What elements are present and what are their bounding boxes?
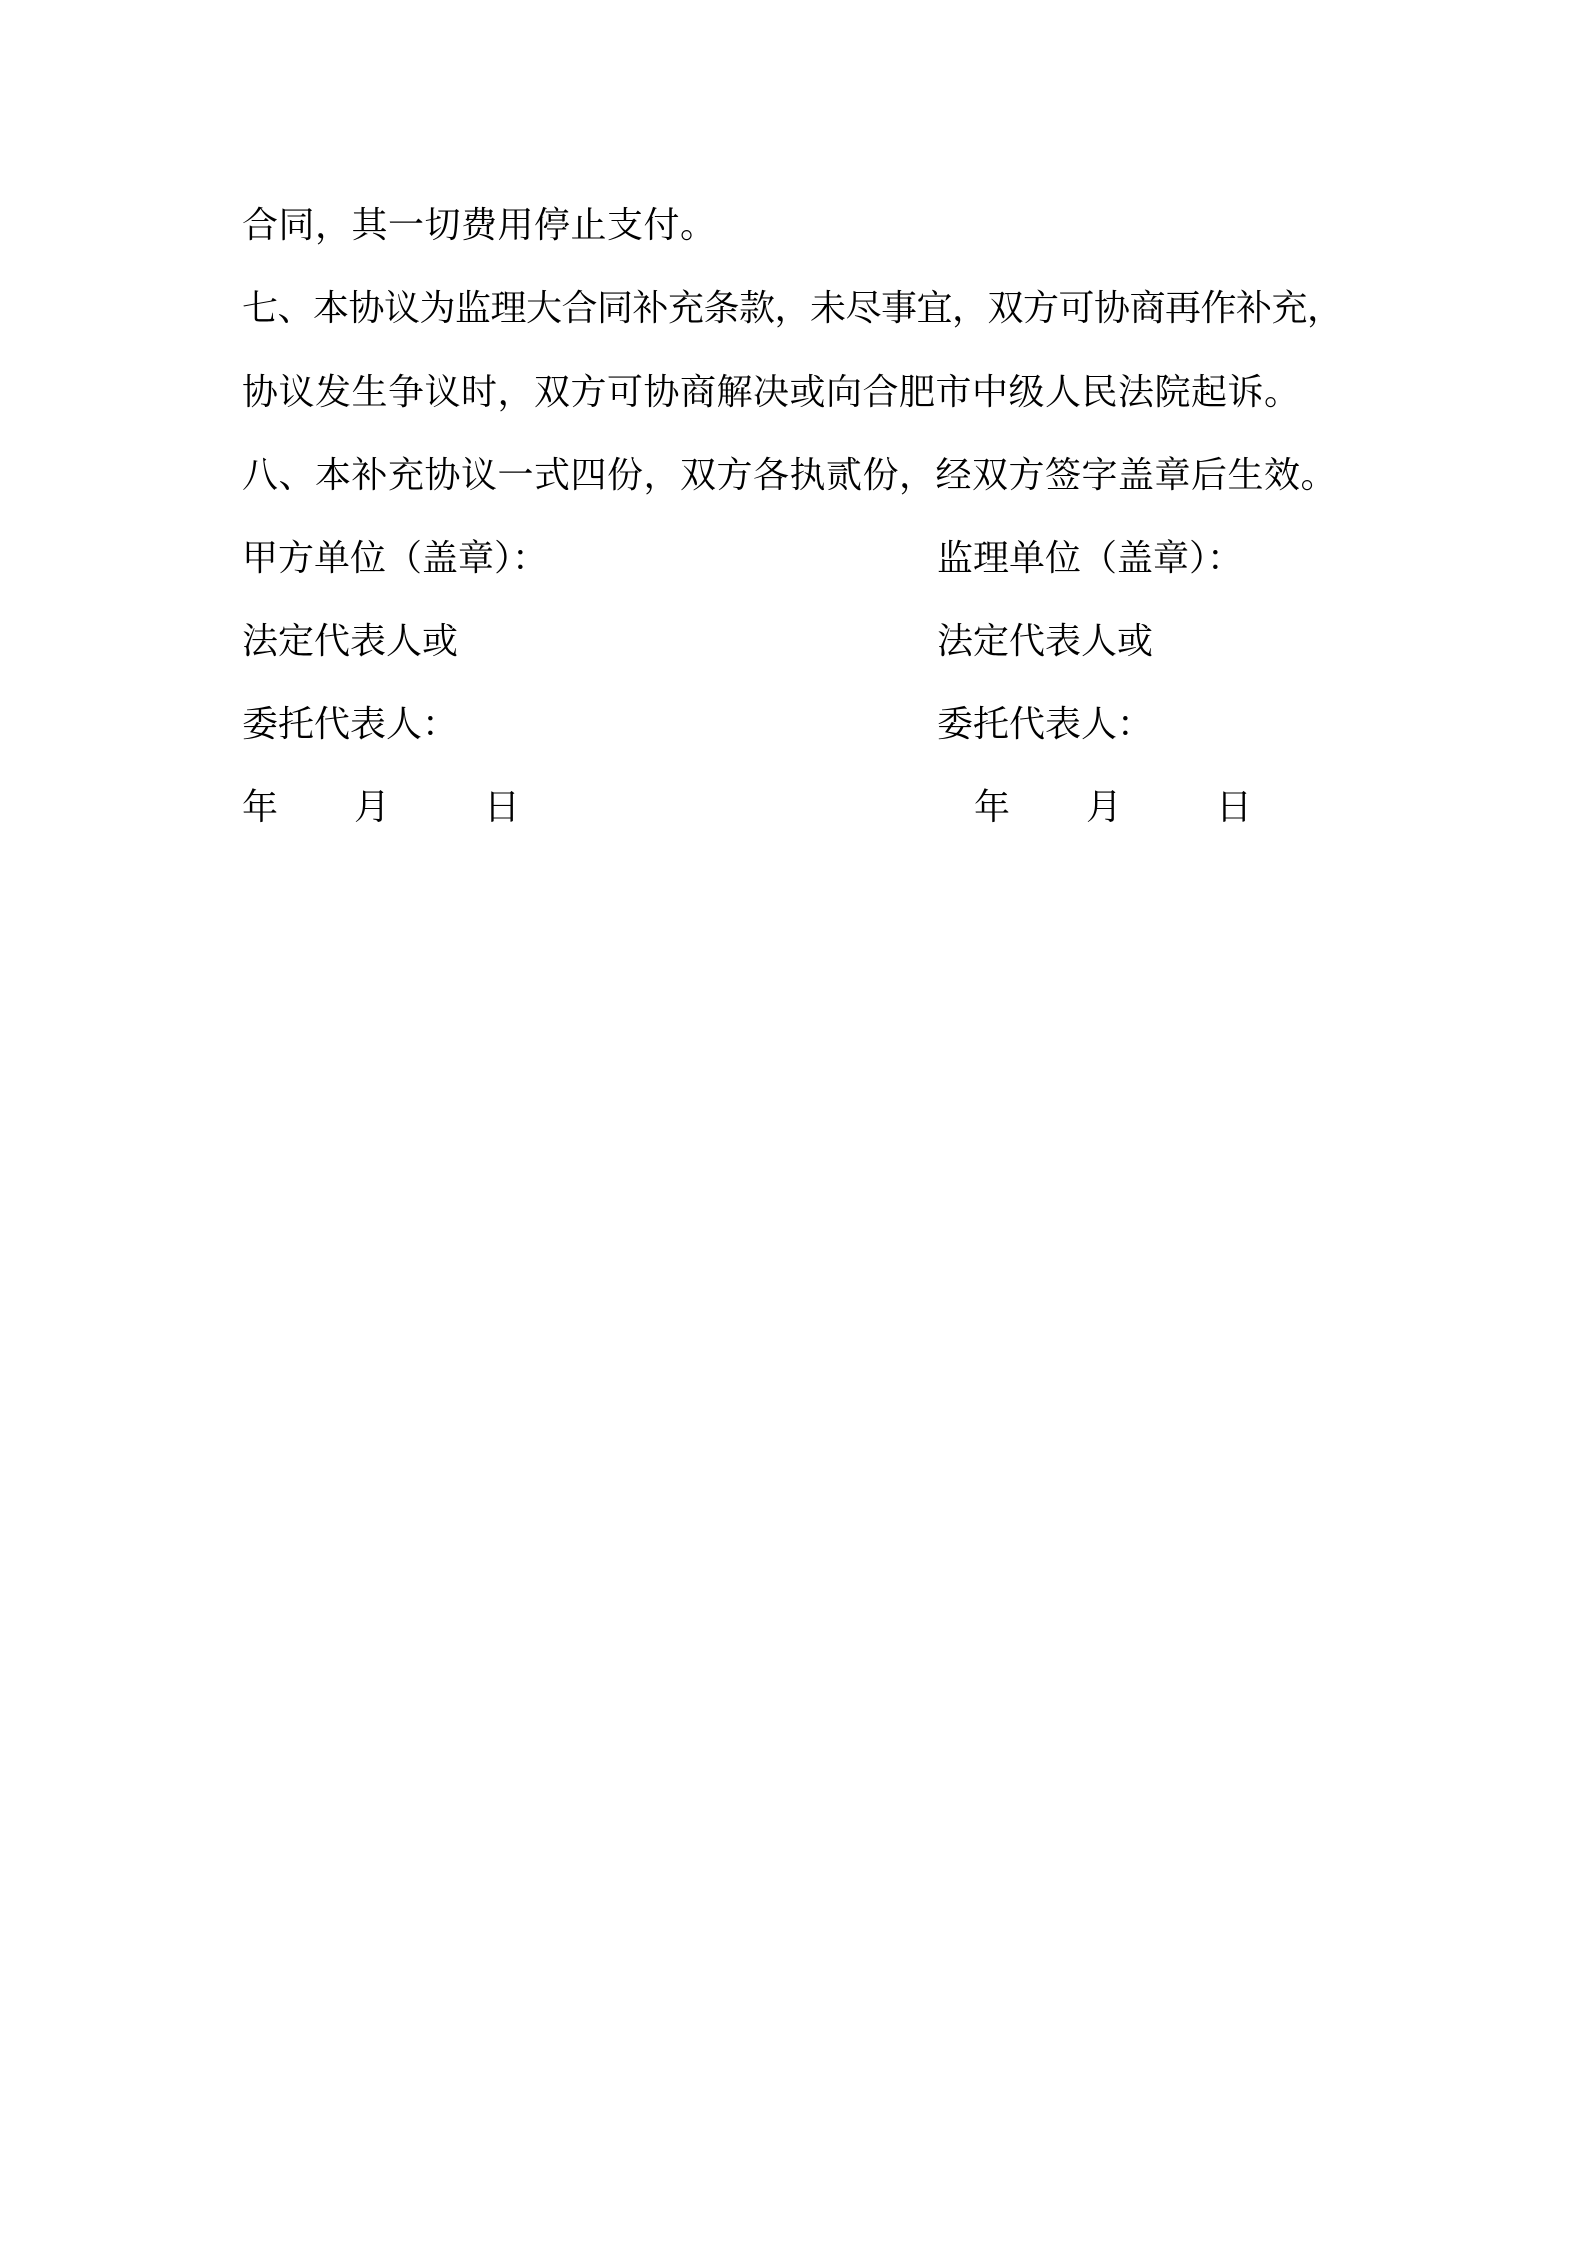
party-a-date-line bbox=[242, 784, 548, 832]
signature-block-party-a bbox=[242, 535, 548, 867]
party-a-day-label: 日 bbox=[484, 787, 521, 828]
supervisor-unit-label: 监理单位（盖章）： bbox=[937, 538, 1244, 579]
paragraph-dispute-resolution: 协议发生争议时，双方可协商解决或向合肥市中级人民法院起诉。 bbox=[242, 372, 1301, 413]
party-a-unit-label: 甲方单位（盖章）： bbox=[242, 538, 549, 579]
paragraph-clause-eight: 八、本补充协议一式四份，双方各执贰份，经双方签字盖章后生效。 bbox=[242, 455, 1338, 496]
party-a-month-label: 月 bbox=[354, 787, 391, 828]
party-a-delegate-label: 委托代表人： bbox=[242, 704, 459, 745]
supervisor-year-label: 年 bbox=[974, 787, 1011, 828]
supervisor-date-line bbox=[937, 784, 1252, 832]
paragraph-clause-seven: 七、本协议为监理大合同补充条款，未尽事宜，双方可协商再作补充， bbox=[242, 288, 1343, 329]
supervisor-delegate-label: 委托代表人： bbox=[937, 704, 1154, 745]
party-a-legal-rep-label: 法定代表人或 bbox=[242, 621, 459, 662]
supervisor-month-label: 月 bbox=[1086, 787, 1123, 828]
signature-block-supervisor bbox=[937, 535, 1252, 867]
supervisor-legal-rep-label: 法定代表人或 bbox=[937, 621, 1154, 662]
supervisor-day-label: 日 bbox=[1216, 787, 1253, 828]
paragraph-contract-fees: 合同，其一切费用停止支付。 bbox=[242, 205, 717, 246]
party-a-year-label: 年 bbox=[242, 787, 279, 828]
